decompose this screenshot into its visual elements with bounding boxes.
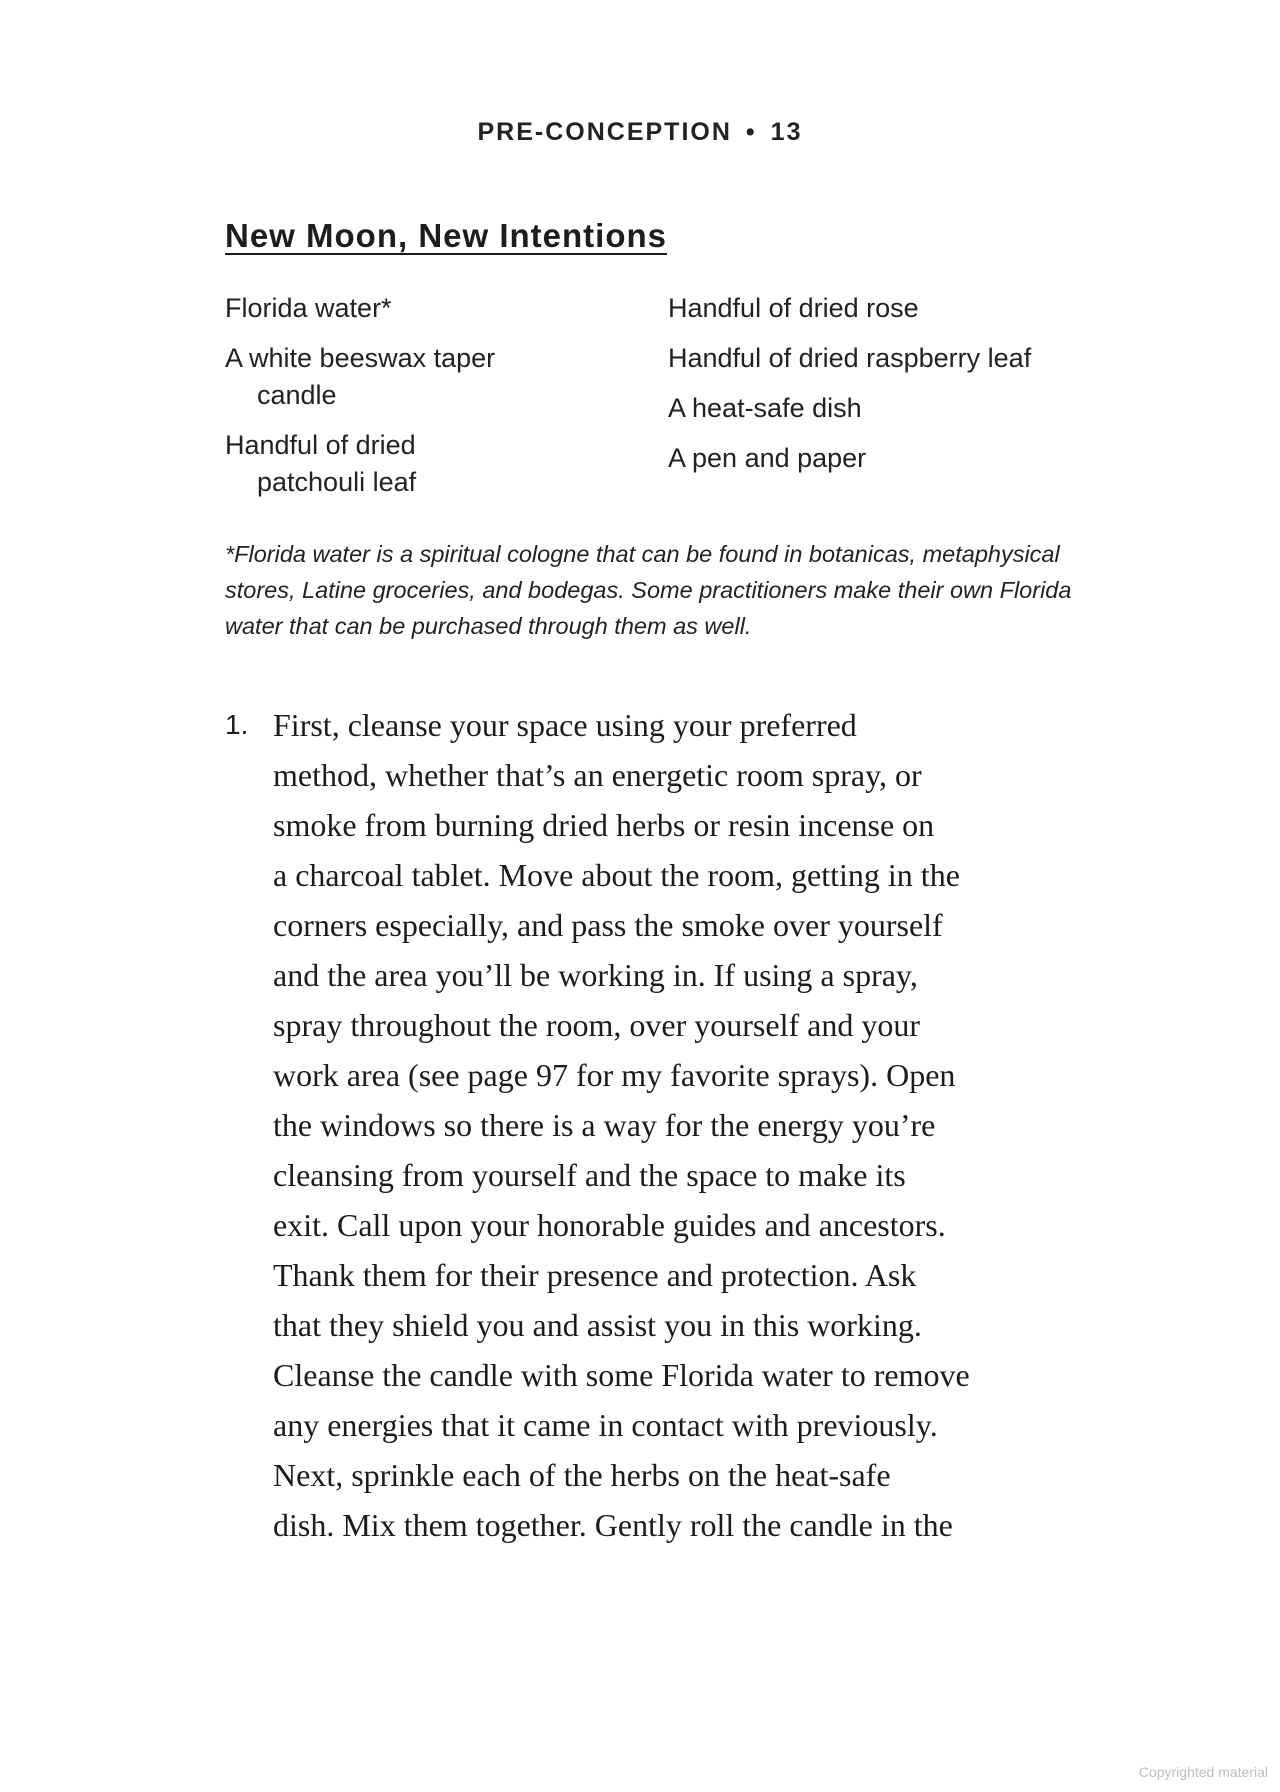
ingredient-item: Florida water*	[225, 293, 392, 323]
step-text-line: the windows so there is a way for the energy you’re	[273, 1107, 936, 1143]
ingredient-item: Handful of dried patchouli leaf	[225, 430, 417, 497]
ingredient-item: Handful of dried raspberry leaf	[668, 343, 1032, 373]
step-text-line: cleansing from yourself and the space to make its	[273, 1157, 906, 1193]
step-text-line: that they shield you and assist you in this working.	[273, 1307, 922, 1343]
step-text-line: corners especially, and pass the smoke over yourself	[273, 907, 943, 943]
step-text-line: Next, sprinkle each of the herbs on the heat-safe	[273, 1457, 891, 1493]
page-number: 13	[770, 118, 803, 146]
step-text-line: Cleanse the candle with some Florida water to remove	[273, 1357, 970, 1393]
ingredients-right-column	[668, 290, 1108, 490]
ingredient-item: A pen and paper	[668, 443, 867, 473]
recipe-title: New Moon, New Intentions	[225, 217, 667, 254]
footnote: *Florida water is a spiritual cologne that can be found in botanicas, metaphysical stores, Latine groceries, and bodegas. Some practitioners make their own Florida water that can be purchased through them as well.	[225, 541, 1072, 639]
running-head	[0, 118, 1280, 147]
step-text-line: a charcoal tablet. Move about the room, getting in the	[273, 857, 960, 893]
step-text-line: smoke from burning dried herbs or resin incense on	[273, 807, 935, 843]
step-text-line: method, whether that’s an energetic room spray, or	[273, 757, 922, 793]
copyright-watermark: Copyrighted material	[1138, 1764, 1268, 1780]
instruction-step	[225, 700, 1105, 1550]
ingredients-left-column	[225, 290, 625, 514]
step-number: 1.	[225, 709, 249, 740]
ingredient-item: A heat-safe dish	[668, 393, 862, 423]
header-separator: •	[745, 118, 757, 146]
step-text-line: spray throughout the room, over yourself and your	[273, 1007, 920, 1043]
step-text-line: dish. Mix them together. Gently roll the candle in the	[273, 1507, 953, 1543]
step-text-line: and the area you’ll be working in. If using a spray,	[273, 957, 918, 993]
step-text-line: work area (see page 97 for my favorite sprays). Open	[273, 1057, 956, 1093]
ingredient-item: Handful of dried rose	[668, 293, 919, 323]
step-text-line: exit. Call upon your honorable guides and ancestors.	[273, 1207, 946, 1243]
section-title: PRE-CONCEPTION	[477, 118, 732, 146]
ingredient-item: A white beeswax taper candle	[225, 343, 496, 410]
step-text-line: Thank them for their presence and protection. Ask	[273, 1257, 917, 1293]
instructions-list	[225, 700, 1105, 1550]
step-text-line: any energies that it came in contact with previously.	[273, 1407, 938, 1443]
step-text-line: First, cleanse your space using your preferred	[273, 707, 857, 743]
